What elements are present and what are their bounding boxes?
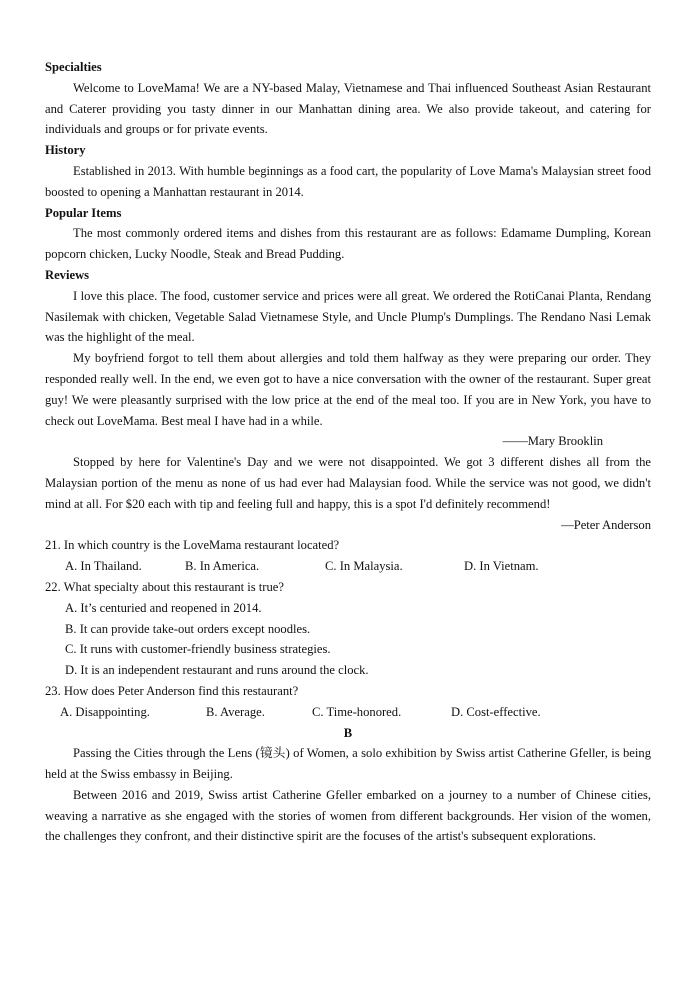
review-2-signature: ——Mary Brooklin <box>502 434 603 449</box>
history-heading: History <box>45 143 86 158</box>
popular-items-paragraph: The most commonly ordered items and dishes from this restaurant are as follows: Edamame Dumpling, Korean popcorn chicken, Lucky Noodle, Steak and Bread Pudding. <box>45 226 651 262</box>
section-b-paragraph-1: Passing the Cities through the Lens (镜头) of Women, a solo exhibition by Swiss artist Catherine Gfeller, is being held at the Swiss embassy in Beijing. <box>45 746 651 782</box>
specialties-paragraph: Welcome to LoveMama! We are a NY-based Malay, Vietnamese and Thai influenced Southeast Asian Restaurant and Caterer providing you tasty dinner in our Manhattan dining area. We also provide takeout, and catering for individuals and groups or for private events. <box>45 80 651 137</box>
question-22: 22. What specialty about this restaurant is true? <box>45 579 284 594</box>
history-paragraph: Established in 2013. With humble beginnings as a food cart, the popularity of Love Mama's Malaysian street food boosted to opening a Manhattan restaurant in 2014. <box>45 163 651 199</box>
q22-option-c: C. It runs with customer-friendly business strategies. <box>65 642 331 657</box>
q22-option-a: A. It’s centuried and reopened in 2014. <box>65 600 262 615</box>
q21-option-d: D. In Vietnam. <box>464 559 539 574</box>
review-1: I love this place. The food, customer service and prices were all great. We ordered the RotiCanai Planta, Rendang Nasilemak with chicken, Vegetable Salad Vietnamese Style, and Uncle Plump's Dumplings. The Rendano Nasi Lemak was the highlight of the meal. <box>45 288 651 345</box>
review-2: My boyfriend forgot to tell them about allergies and told them halfway as they were preparing our order. They responded really well. In the end, we even got to have a nice conversation with the owner of the restaurant. Super great guy! We were pleasantly surprised with the low price at the end of the meal too. If you are in New York, you have to check out LoveMama. Best meal I have had in a while. <box>45 351 651 428</box>
q22-option-b: B. It can provide take-out orders except noodles. <box>65 621 311 636</box>
review-3: Stopped by here for Valentine's Day and we were not disappointed. We got 3 different dishes all from the Malaysian portion of the menu as none of us had ever had Malaysian food. While the service was not good, we didn't mind at all. For $20 each with tip and feeling full and happy, this is a spot I'd definitely recommend! <box>45 455 651 511</box>
section-b-paragraph-2: Between 2016 and 2019, Swiss artist Catherine Gfeller embarked on a journey to a number of Chinese cities, weaving a narrative as she engaged with the stories of women from different backgrounds. Her vision of the women, the challenges they confront, and their distinctive spirit are the focuses of the artist's subsequent explorations. <box>45 787 651 844</box>
q21-option-b: B. In America. <box>185 559 260 574</box>
specialties-heading: Specialties <box>45 60 102 74</box>
review-3-signature: —Peter Anderson <box>561 517 651 532</box>
question-23: 23. How does Peter Anderson find this restaurant? <box>45 683 299 698</box>
popular-items-heading: Popular Items <box>45 205 122 220</box>
q22-option-d: D. It is an independent restaurant and runs around the clock. <box>65 663 369 678</box>
section-b-heading: B <box>343 725 353 740</box>
q23-option-d: D. Cost-effective. <box>451 704 541 719</box>
q23-option-c: C. Time-honored. <box>312 704 402 719</box>
reviews-heading: Reviews <box>45 267 90 282</box>
q21-option-c: C. In Malaysia. <box>325 559 403 574</box>
question-23-options <box>45 702 651 723</box>
q23-option-b: B. Average. <box>206 704 265 719</box>
q21-option-a: A. In Thailand. <box>65 559 142 574</box>
question-21-options <box>45 556 651 577</box>
question-21: 21. In which country is the LoveMama restaurant located? <box>45 538 340 553</box>
q23-option-a: A. Disappointing. <box>60 704 150 719</box>
